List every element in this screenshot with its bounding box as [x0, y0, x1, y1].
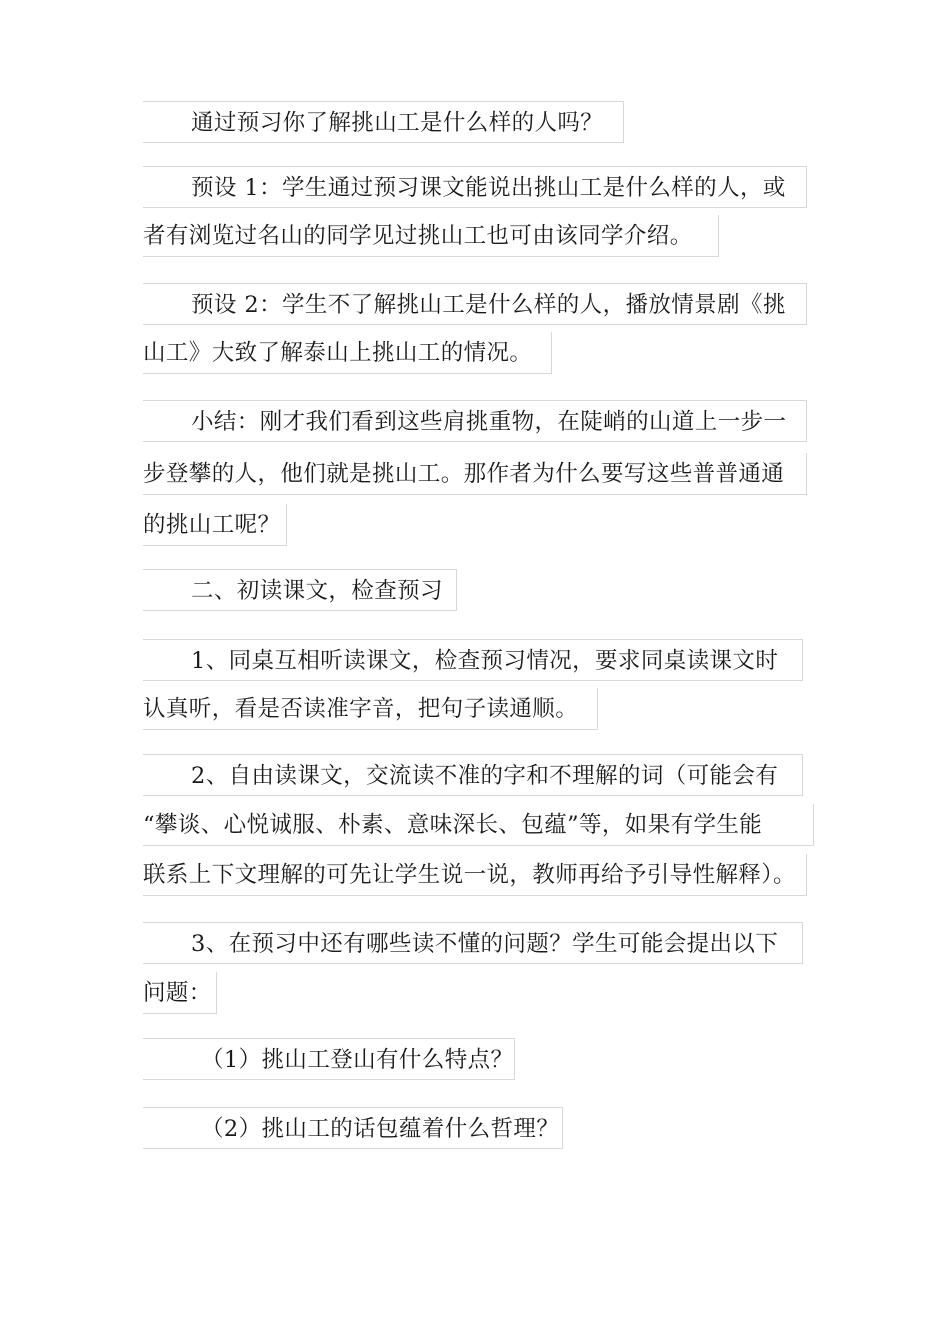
- text-line: 通过预习你了解挑山工是什么样的人吗？: [143, 101, 624, 143]
- text-line: 步登攀的人，他们就是挑山工。那作者为什么要写这些普普通通: [143, 453, 807, 495]
- text-line: 者有浏览过名山的同学见过挑山工也可由该同学介绍。: [143, 215, 719, 257]
- text-line: 二、初读课文，检查预习: [143, 569, 457, 611]
- text-line: 预设 2：学生不了解挑山工是什么样的人，播放情景剧《挑: [143, 283, 807, 325]
- text-line: 小结：刚才我们看到这些肩挑重物，在陡峭的山道上一步一: [143, 400, 807, 442]
- text-line: 2、自由读课文，交流读不准的字和不理解的词（可能会有: [143, 754, 803, 796]
- text-line: 山工》大致了解泰山上挑山工的情况。: [143, 332, 552, 374]
- text-line: （1）挑山工登山有什么特点？: [143, 1038, 515, 1080]
- text-line: （2）挑山工的话包蕴着什么哲理？: [143, 1107, 563, 1149]
- text-line: 3、在预习中还有哪些读不懂的问题？学生可能会提出以下: [143, 922, 803, 964]
- text-line: 1、同桌互相听读课文，检查预习情况，要求同桌读课文时: [143, 639, 803, 681]
- text-line: 预设 1：学生通过预习课文能说出挑山工是什么样的人，或: [143, 166, 807, 208]
- text-line: 问题：: [143, 972, 217, 1014]
- text-line: “攀谈、心悦诚服、朴素、意味深长、包蕴”等，如果有学生能: [143, 804, 814, 846]
- text-line: 联系上下文理解的可先让学生说一说，教师再给予引导性解释）。: [143, 854, 807, 896]
- text-line: 的挑山工呢？: [143, 504, 287, 546]
- text-line: 认真听，看是否读准字音，把句子读通顺。: [143, 688, 598, 730]
